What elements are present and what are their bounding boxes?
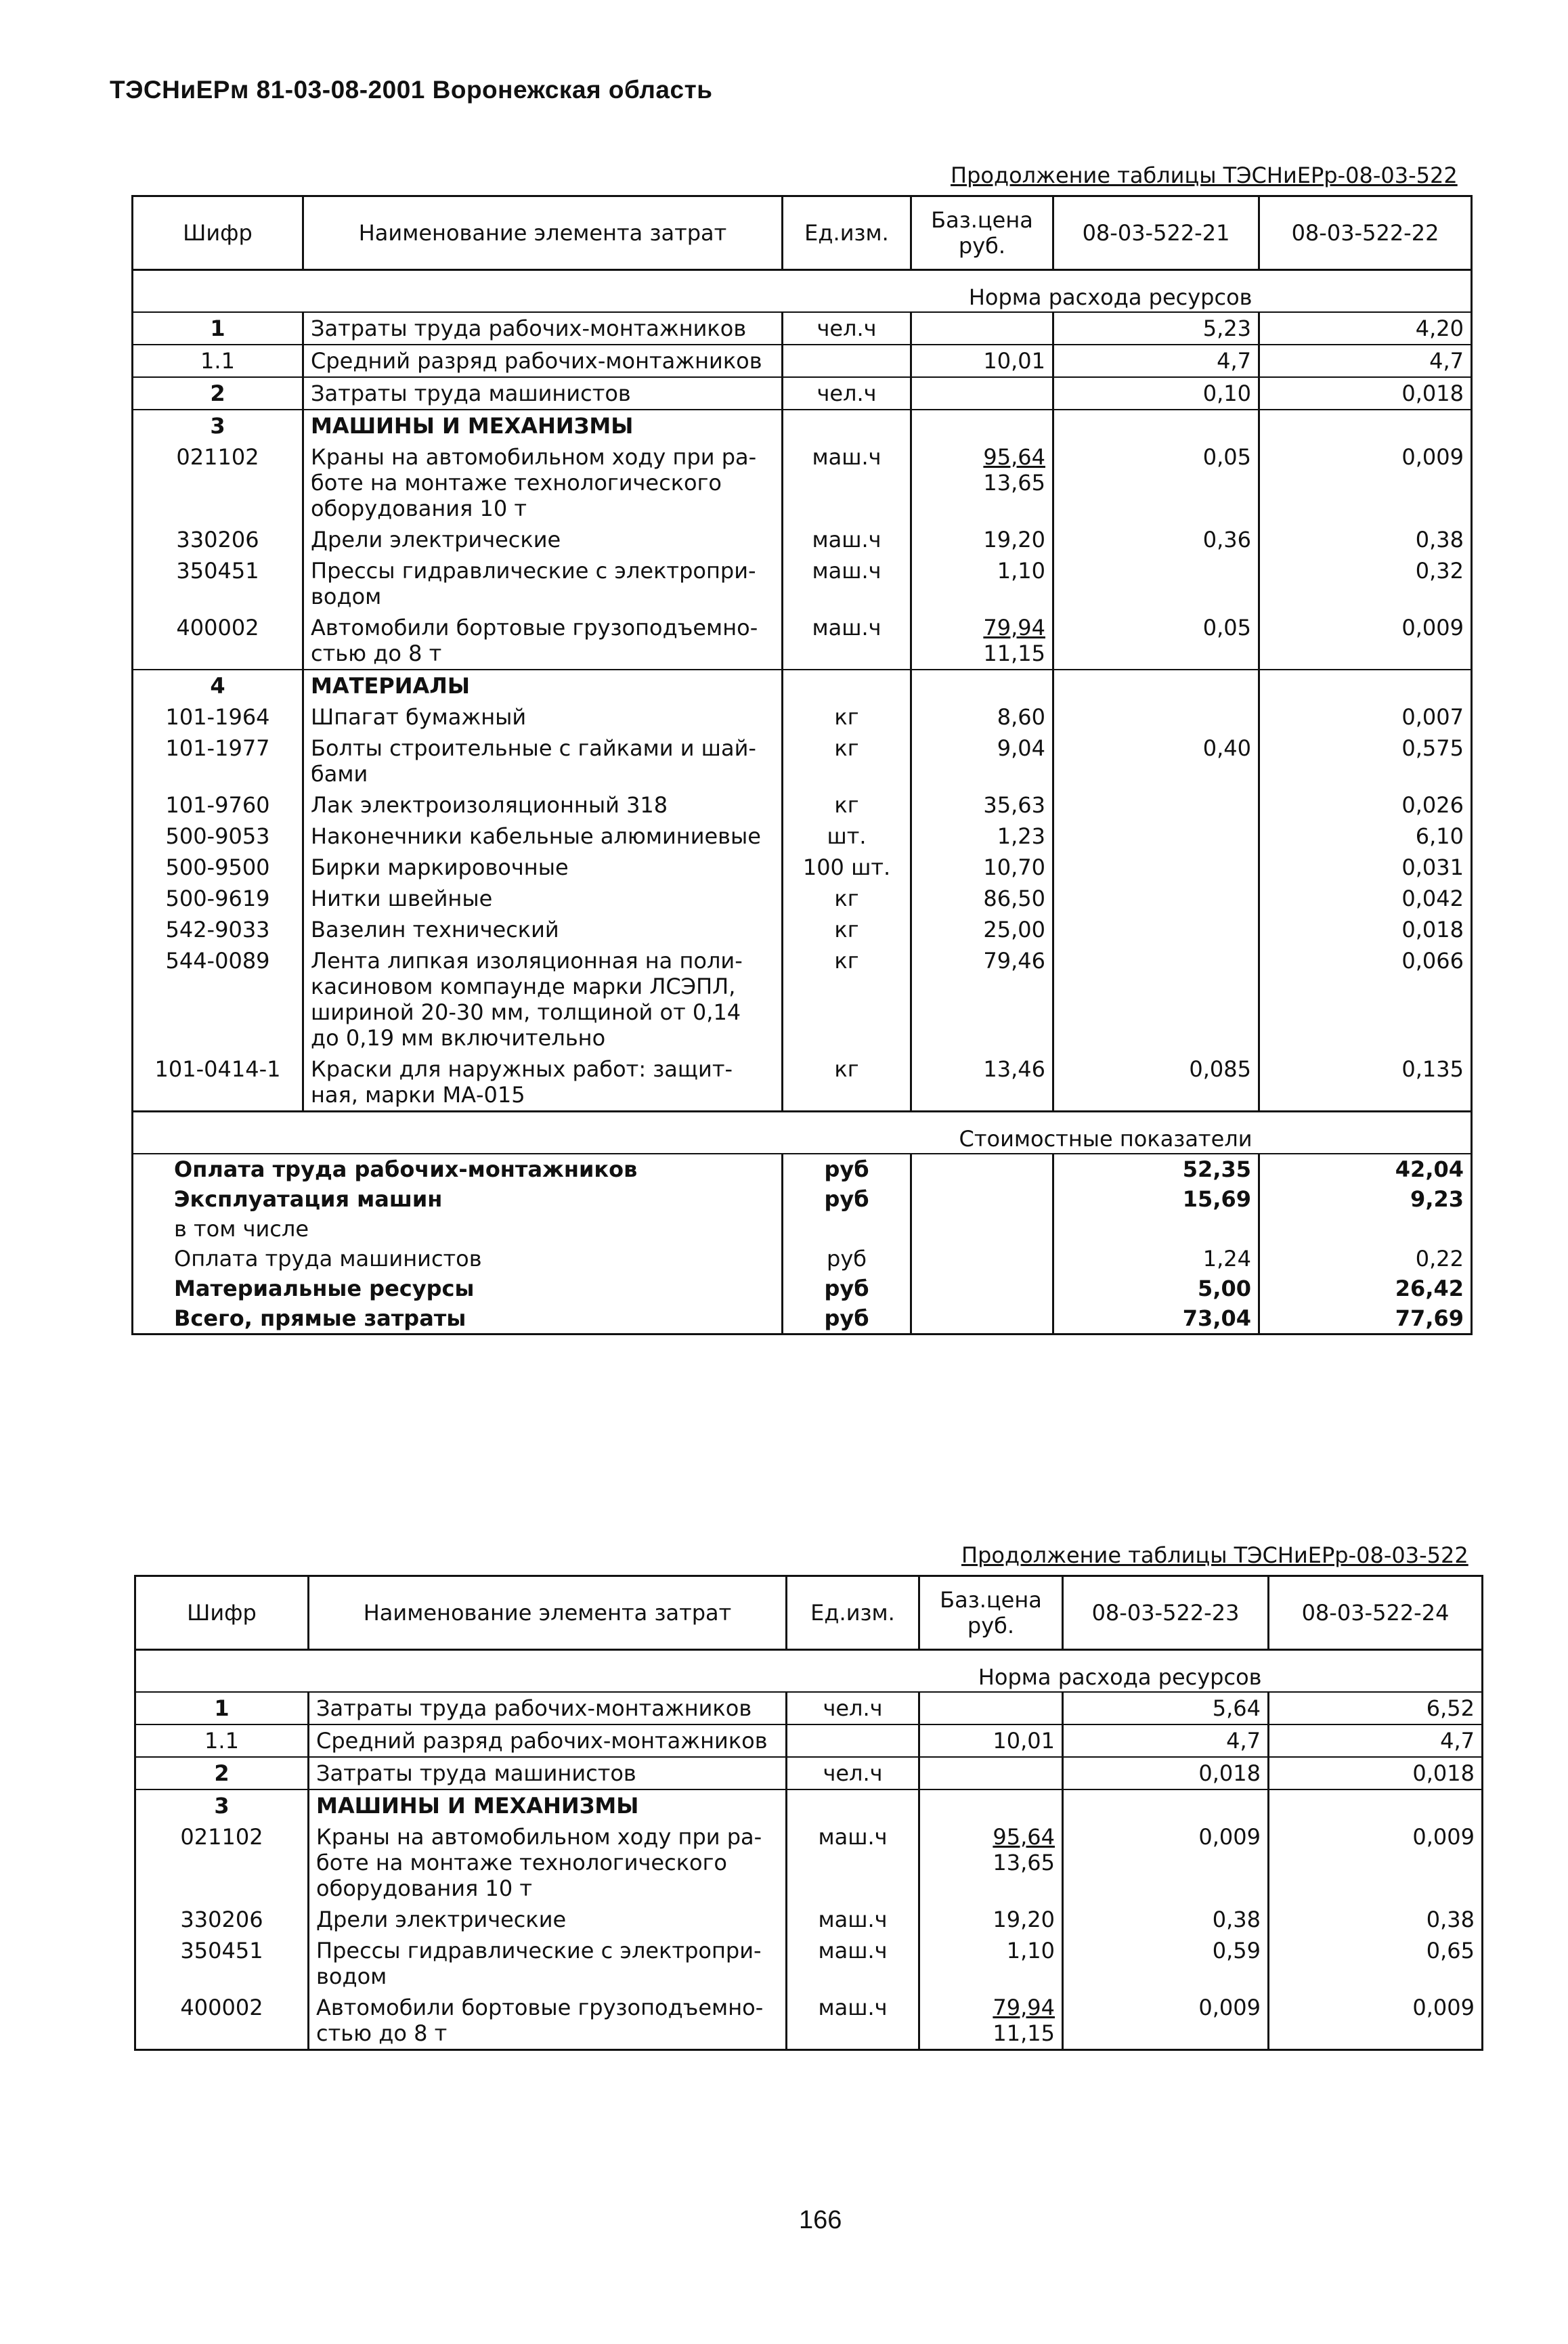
- resource-code: 101-1964: [133, 701, 303, 733]
- cost-value-a: 73,04: [1053, 1303, 1259, 1334]
- norm-value-a: 0,009: [1063, 1992, 1269, 2050]
- resource-name: Наконечники кабельные алюминиевые: [303, 821, 783, 852]
- cost-unit: [783, 1214, 911, 1244]
- resource-table-1: [131, 195, 1473, 1335]
- cost-row: [133, 1184, 1472, 1214]
- resource-name: Средний разряд рабочих-монтажников: [309, 1724, 787, 1757]
- base-price: [919, 1692, 1063, 1724]
- resource-code: 350451: [135, 1935, 309, 1992]
- cost-unit: руб: [783, 1303, 911, 1334]
- resource-code: 101-9760: [133, 789, 303, 821]
- col-header-unit: Ед.изм.: [783, 196, 911, 270]
- resource-code: 1.1: [135, 1724, 309, 1757]
- cost-row: [133, 1303, 1472, 1334]
- norm-value-a: [1053, 852, 1259, 883]
- norm-value-a: 0,40: [1053, 733, 1259, 789]
- norm-value-b: 4,7: [1259, 345, 1472, 377]
- resource-unit: маш.ч: [787, 1821, 919, 1904]
- resource-name: Затраты труда машинистов: [303, 377, 783, 410]
- norm-value-a: 0,05: [1053, 612, 1259, 670]
- cost-name: в том числе: [133, 1214, 783, 1244]
- base-price: 1,10: [919, 1935, 1063, 1992]
- table1-norm-row: [133, 270, 1472, 313]
- base-price: 8,60: [911, 701, 1053, 733]
- base-price: 10,01: [911, 345, 1053, 377]
- norm-value-a: 5,64: [1063, 1692, 1269, 1724]
- cost-value-b: 77,69: [1259, 1303, 1472, 1334]
- resource-unit: [787, 1724, 919, 1757]
- norm-value-b: 0,65: [1269, 1935, 1483, 1992]
- norm-value-a: 0,59: [1063, 1935, 1269, 1992]
- norm-value-a: 0,05: [1053, 441, 1259, 524]
- norm-value-b: 0,32: [1259, 555, 1472, 612]
- resource-code: 1: [135, 1692, 309, 1724]
- resource-unit: [787, 1789, 919, 1821]
- norm-value-a: 0,018: [1063, 1757, 1269, 1789]
- norm-value-a: 5,23: [1053, 312, 1259, 345]
- resource-unit: кг: [783, 789, 911, 821]
- resource-table-2: [134, 1575, 1483, 2051]
- base-price: 25,00: [911, 914, 1053, 945]
- resource-name: Краны на автомобильном ходу при ра-боте на монтаже технологического оборудования 10 т: [309, 1821, 787, 1904]
- table2-header-row: [135, 1576, 1483, 1650]
- table-row: [135, 1821, 1483, 1904]
- norm-label: Норма расхода ресурсов: [135, 1650, 1269, 1693]
- page-number: 166: [799, 2206, 842, 2234]
- base-price: 95,64 13,65: [911, 441, 1053, 524]
- table-row: [135, 1935, 1483, 1992]
- resource-name: Лента липкая изоляционная на поли-касиновом компаунде марки ЛСЭПЛ, шириной 20-30 мм, толщиной от 0,14 до 0,19 мм включительно: [303, 945, 783, 1054]
- table1-caption: Продолжение таблицы ТЭСНиЕРр-08-03-522: [951, 162, 1458, 188]
- resource-unit: маш.ч: [783, 612, 911, 670]
- norm-value-b: [1259, 410, 1472, 441]
- norm-value-a: [1053, 914, 1259, 945]
- table2-norm-row: [135, 1650, 1483, 1693]
- col-header-name: Наименование элемента затрат: [303, 196, 783, 270]
- resource-code: 1.1: [133, 345, 303, 377]
- norm-value-b: 0,009: [1269, 1821, 1483, 1904]
- norm-value-b: 0,009: [1259, 612, 1472, 670]
- table-row: [133, 914, 1472, 945]
- resource-unit: кг: [783, 945, 911, 1054]
- base-price: 79,94 11,15: [919, 1992, 1063, 2050]
- col-header-name: Наименование элемента затрат: [309, 1576, 787, 1650]
- col-header-a: 08-03-522-21: [1053, 196, 1259, 270]
- col-header-a: 08-03-522-23: [1063, 1576, 1269, 1650]
- resource-unit: 100 шт.: [783, 852, 911, 883]
- cost-value-a: 1,24: [1053, 1244, 1259, 1274]
- resource-unit: кг: [783, 733, 911, 789]
- resource-code: 1: [133, 312, 303, 345]
- norm-value-b: [1259, 670, 1472, 701]
- base-price: 95,64 13,65: [919, 1821, 1063, 1904]
- col-header-price: Баз.цена руб.: [919, 1576, 1063, 1650]
- table-row: [133, 312, 1472, 345]
- resource-code: 3: [135, 1789, 309, 1821]
- table1-header-row: [133, 196, 1472, 270]
- resource-name: Дрели электрические: [309, 1904, 787, 1935]
- table-row: [133, 945, 1472, 1054]
- norm-value-b: 0,066: [1259, 945, 1472, 1054]
- resource-code: 500-9053: [133, 821, 303, 852]
- resource-unit: чел.ч: [787, 1757, 919, 1789]
- resource-unit: [783, 345, 911, 377]
- resource-name: Затраты труда рабочих-монтажников: [303, 312, 783, 345]
- resource-code: 2: [135, 1757, 309, 1789]
- table-row: [133, 883, 1472, 914]
- resource-code: 500-9500: [133, 852, 303, 883]
- table-row: [133, 733, 1472, 789]
- table-row: [133, 345, 1472, 377]
- norm-value-a: [1053, 701, 1259, 733]
- norm-value-b: [1269, 1789, 1483, 1821]
- section-row: [133, 670, 1472, 701]
- cost-row: [133, 1274, 1472, 1303]
- norm-value-b: 0,38: [1259, 524, 1472, 555]
- cost-name: Всего, прямые затраты: [133, 1303, 783, 1334]
- resource-name: Прессы гидравлические с электропри-водом: [309, 1935, 787, 1992]
- cost-name: Материальные ресурсы: [133, 1274, 783, 1303]
- cost-value-b: 9,23: [1259, 1184, 1472, 1214]
- resource-code: 4: [133, 670, 303, 701]
- norm-value-a: [1053, 670, 1259, 701]
- table-row: [135, 1992, 1483, 2050]
- norm-value-a: 0,009: [1063, 1821, 1269, 1904]
- cost-row: [133, 1154, 1472, 1184]
- base-price: 19,20: [911, 524, 1053, 555]
- norm-value-a: [1063, 1789, 1269, 1821]
- norm-value-b: 0,018: [1259, 377, 1472, 410]
- cost-value-b: 26,42: [1259, 1274, 1472, 1303]
- norm-value-a: 0,36: [1053, 524, 1259, 555]
- norm-value-a: [1053, 883, 1259, 914]
- base-price: [919, 1757, 1063, 1789]
- base-price: 13,46: [911, 1054, 1053, 1112]
- resource-code: 542-9033: [133, 914, 303, 945]
- table-row: [135, 1757, 1483, 1789]
- norm-value-a: 4,7: [1053, 345, 1259, 377]
- resource-unit: [783, 410, 911, 441]
- table-row: [133, 1054, 1472, 1112]
- resource-unit: [783, 670, 911, 701]
- table-row: [135, 1904, 1483, 1935]
- resource-name: Затраты труда машинистов: [309, 1757, 787, 1789]
- cost-label: Стоимостные показатели: [133, 1112, 1259, 1154]
- resource-unit: кг: [783, 1054, 911, 1112]
- base-price: 1,10: [911, 555, 1053, 612]
- resource-unit: кг: [783, 914, 911, 945]
- resource-unit: шт.: [783, 821, 911, 852]
- table-row: [133, 701, 1472, 733]
- resource-unit: чел.ч: [783, 377, 911, 410]
- cost-name: Оплата труда машинистов: [133, 1244, 783, 1274]
- norm-value-a: 0,085: [1053, 1054, 1259, 1112]
- cost-unit: руб: [783, 1244, 911, 1274]
- resource-code: 021102: [135, 1821, 309, 1904]
- table-row: [133, 612, 1472, 670]
- resource-code: 400002: [133, 612, 303, 670]
- norm-value-b: 0,009: [1269, 1992, 1483, 2050]
- resource-unit: маш.ч: [787, 1992, 919, 2050]
- norm-label: Норма расхода ресурсов: [133, 270, 1259, 313]
- norm-value-a: [1053, 945, 1259, 1054]
- resource-name: Дрели электрические: [303, 524, 783, 555]
- resource-code: 350451: [133, 555, 303, 612]
- col-header-code: Шифр: [135, 1576, 309, 1650]
- norm-value-a: [1053, 789, 1259, 821]
- base-price: 86,50: [911, 883, 1053, 914]
- resource-name: МАШИНЫ И МЕХАНИЗМЫ: [309, 1789, 787, 1821]
- table-row: [133, 789, 1472, 821]
- base-price: [911, 377, 1053, 410]
- base-price: [911, 312, 1053, 345]
- norm-value-b: 0,135: [1259, 1054, 1472, 1112]
- section-row: [135, 1789, 1483, 1821]
- norm-value-a: 0,38: [1063, 1904, 1269, 1935]
- table-row: [133, 441, 1472, 524]
- base-price: 79,46: [911, 945, 1053, 1054]
- cost-row: [133, 1214, 1472, 1244]
- norm-value-b: 0,018: [1259, 914, 1472, 945]
- col-header-unit: Ед.изм.: [787, 1576, 919, 1650]
- resource-name: Нитки швейные: [303, 883, 783, 914]
- resource-name: Лак электроизоляционный 318: [303, 789, 783, 821]
- resource-unit: кг: [783, 701, 911, 733]
- resource-name: Автомобили бортовые грузоподъемно-стью до 8 т: [303, 612, 783, 670]
- resource-name: Краны на автомобильном ходу при ра-боте на монтаже технологического оборудования 10 т: [303, 441, 783, 524]
- norm-value-a: [1053, 410, 1259, 441]
- norm-value-b: 0,018: [1269, 1757, 1483, 1789]
- col-header-code: Шифр: [133, 196, 303, 270]
- base-price: [911, 670, 1053, 701]
- resource-unit: чел.ч: [783, 312, 911, 345]
- norm-value-b: 6,52: [1269, 1692, 1483, 1724]
- resource-name: МАТЕРИАЛЫ: [303, 670, 783, 701]
- resource-name: Средний разряд рабочих-монтажников: [303, 345, 783, 377]
- col-header-b: 08-03-522-22: [1259, 196, 1472, 270]
- norm-value-b: 0,575: [1259, 733, 1472, 789]
- norm-value-a: [1053, 821, 1259, 852]
- resource-code: 544-0089: [133, 945, 303, 1054]
- resource-name: Автомобили бортовые грузоподъемно-стью до 8 т: [309, 1992, 787, 2050]
- resource-code: 400002: [135, 1992, 309, 2050]
- resource-unit: маш.ч: [783, 555, 911, 612]
- table-row: [133, 555, 1472, 612]
- resource-name: Затраты труда рабочих-монтажников: [309, 1692, 787, 1724]
- cost-value-b: [1259, 1214, 1472, 1244]
- resource-code: 330206: [135, 1904, 309, 1935]
- resource-unit: маш.ч: [783, 524, 911, 555]
- resource-code: 101-1977: [133, 733, 303, 789]
- table-row: [133, 524, 1472, 555]
- base-price: 79,94 11,15: [911, 612, 1053, 670]
- col-header-b: 08-03-522-24: [1269, 1576, 1483, 1650]
- norm-value-b: 0,007: [1259, 701, 1472, 733]
- table2-caption: Продолжение таблицы ТЭСНиЕРр-08-03-522: [961, 1542, 1468, 1568]
- base-price: 1,23: [911, 821, 1053, 852]
- cost-value-a: [1053, 1214, 1259, 1244]
- table-row: [133, 821, 1472, 852]
- cost-unit: руб: [783, 1154, 911, 1184]
- base-price: 19,20: [919, 1904, 1063, 1935]
- cost-unit: руб: [783, 1274, 911, 1303]
- base-price: 9,04: [911, 733, 1053, 789]
- norm-value-b: 0,38: [1269, 1904, 1483, 1935]
- resource-code: 2: [133, 377, 303, 410]
- resource-name: Вазелин технический: [303, 914, 783, 945]
- base-price: [911, 410, 1053, 441]
- cost-value-b: 42,04: [1259, 1154, 1472, 1184]
- cost-unit: руб: [783, 1184, 911, 1214]
- resource-name: Краски для наружных работ: защит-ная, марки МА-015: [303, 1054, 783, 1112]
- section-row: [133, 410, 1472, 441]
- norm-value-b: 6,10: [1259, 821, 1472, 852]
- cost-name: Оплата труда рабочих-монтажников: [133, 1154, 783, 1184]
- resource-name: Шпагат бумажный: [303, 701, 783, 733]
- table-row: [135, 1724, 1483, 1757]
- table-row: [133, 852, 1472, 883]
- resource-code: 101-0414-1: [133, 1054, 303, 1112]
- page-header: ТЭСНиЕРм 81-03-08-2001 Воронежская область: [110, 76, 713, 104]
- resource-unit: чел.ч: [787, 1692, 919, 1724]
- norm-value-a: 0,10: [1053, 377, 1259, 410]
- cost-header-row: [133, 1112, 1472, 1154]
- cost-name: Эксплуатация машин: [133, 1184, 783, 1214]
- norm-value-b: 4,20: [1259, 312, 1472, 345]
- resource-code: 3: [133, 410, 303, 441]
- norm-value-b: 0,026: [1259, 789, 1472, 821]
- resource-code: 021102: [133, 441, 303, 524]
- resource-unit: маш.ч: [783, 441, 911, 524]
- resource-unit: маш.ч: [787, 1904, 919, 1935]
- norm-value-b: 0,042: [1259, 883, 1472, 914]
- resource-code: 500-9619: [133, 883, 303, 914]
- base-price: 10,70: [911, 852, 1053, 883]
- norm-value-a: [1053, 555, 1259, 612]
- table-row: [133, 377, 1472, 410]
- norm-value-b: 4,7: [1269, 1724, 1483, 1757]
- norm-value-a: 4,7: [1063, 1724, 1269, 1757]
- base-price: 10,01: [919, 1724, 1063, 1757]
- table-row: [135, 1692, 1483, 1724]
- col-header-price: Баз.цена руб.: [911, 196, 1053, 270]
- cost-value-a: 5,00: [1053, 1274, 1259, 1303]
- norm-value-b: 0,009: [1259, 441, 1472, 524]
- resource-name: МАШИНЫ И МЕХАНИЗМЫ: [303, 410, 783, 441]
- cost-row: [133, 1244, 1472, 1274]
- cost-value-b: 0,22: [1259, 1244, 1472, 1274]
- cost-value-a: 15,69: [1053, 1184, 1259, 1214]
- cost-value-a: 52,35: [1053, 1154, 1259, 1184]
- base-price: 35,63: [911, 789, 1053, 821]
- resource-name: Прессы гидравлические с электропри-водом: [303, 555, 783, 612]
- resource-name: Бирки маркировочные: [303, 852, 783, 883]
- resource-unit: маш.ч: [787, 1935, 919, 1992]
- resource-code: 330206: [133, 524, 303, 555]
- norm-value-b: 0,031: [1259, 852, 1472, 883]
- base-price: [919, 1789, 1063, 1821]
- resource-unit: кг: [783, 883, 911, 914]
- resource-name: Болты строительные с гайками и шай-бами: [303, 733, 783, 789]
